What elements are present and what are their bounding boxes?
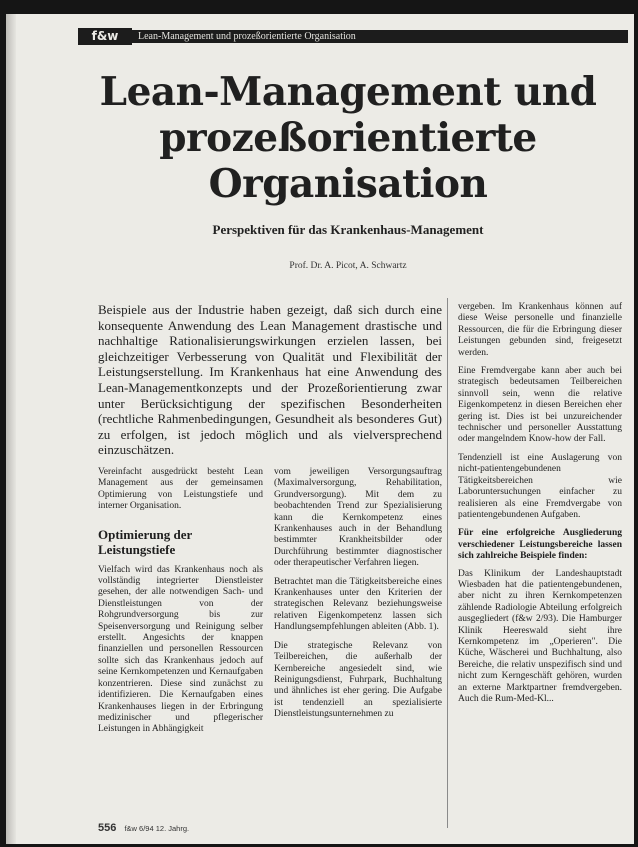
title-line-3: Organisation [208,161,488,207]
article-authors: Prof. Dr. A. Picot, A. Schwartz [289,261,407,271]
article-subtitle: Perspektiven für das Krankenhaus-Management [212,222,484,237]
body-paragraph: vergeben. Im Krankenhaus können auf diese Weise personelle und finanzielle Ressourcen, die für die Erbringung dieser Leistungen gebunden sind, freigesetzt werden. [458,302,622,358]
page-binding-shadow [6,14,16,844]
article-title [78,69,618,207]
body-paragraph: Vielfach wird das Krankenhaus noch als vollständig integrierter Dienstleister gesehen, der alle notwendigen Sach- und Dienstleistungen von der Rohgrundversorgung bis zur Speisenversorgung und Reinigung selber erstellt. Angesichts der knappen finanziellen und personellen Ressourcen sollte sich das Krankenhaus jedoch auf seine Kernkompetenzen und Kernaufgaben konzentrieren. Diese sind zunächst zu identifizieren. Die Kernaufgaben eines Krankenhauses liegen in der Erbringung medizinischer und pflegerischer Leistungen in Abhängigkeit [98,564,263,735]
body-paragraph: vom jeweiligen Versorgungsauftrag (Maximalversorgung, Rehabilitation, Grundversorgung). Mit dem zu beobachtenden Trend zur Spezialisierung kann die Kernkompetenz eines Krankenhauses auch in der Behandlung bestimmter Krankheitsbilder oder Durchführung bestimmter diagnostischer oder therapeutischer Verfahren liegen. [274,467,442,569]
lead-paragraph: Beispiele aus der Industrie haben gezeigt, daß sich durch eine konsequente Anwendung des Lean Management drastische und nachhaltige Rationalisierungswirkungen erzielen lassen, bei gleichzeitiger Verbesserung von Qualität und Flexibilität der Leistungserstellung. Im Krankenhaus hat eine Anwendung des Lean-Managementkonzepts und der Prozeßorientierung zwar unter Berücksichtigung der spezifischen Besonderheiten (rechtliche Rahmenbedingungen, Gesundheit als besonderes Gut) zu erfolgen, ist jedoch möglich und als vielversprechend einzuschätzen. [98,302,442,458]
title-line-1: Lean-Management und [99,69,597,115]
column-divider [447,298,448,828]
running-title: Lean-Management und prozeßorientierte Organisation [138,31,356,42]
lead-column [98,302,442,465]
magazine-page [6,14,634,844]
body-paragraph: Betrachtet man die Tätigkeitsbereiche eines Krankenhauses unter den Kriterien der strategischen Relevanz beziehungsweise relativen Eigenkompetenz lassen sich Handlungsempfehlungen ableiten (Abb. 1). [274,576,442,633]
bold-subheading: Für eine erfolgreiche Ausgliederung verschiedener Leistungsbereiche lassen sich zahlreiche Beispiele finden: [458,528,622,562]
body-paragraph: Eine Fremdvergabe kann aber auch bei strategisch bedeutsamen Teilbereichen sinnvoll sein, wenn die relative Eigenkompetenz in diesen Bereichen eher gering ist. Dies ist bei unzureichender technischer und personeller Ausstattung oder mangelndem Know-how der Fall. [458,366,622,445]
body-column-2 [274,467,442,728]
body-paragraph: Tendenziell ist eine Auslagerung von nicht-patientengebundenen Tätigkeitsbereichen wie Laboruntersuchungen einfacher zu realisieren als eine Fremdvergabe von patientengebundenen Aufgaben. [458,452,622,520]
body-column-1 [98,467,263,743]
body-column-3 [458,302,622,712]
issue-info: f&w 6/94 12. Jahrg. [124,824,190,833]
fw-logo: f&w [78,28,132,45]
page-footer [98,822,189,834]
body-paragraph: Die strategische Relevanz von Teilbereichen, die außerhalb der Kernbereiche angesiedelt sind, wie Reinigungsdienst, Fuhrpark, Buchhaltung und ähnliches ist eher gering. Die Aufgabe ist tendenziell an spezialisierte Dienstleistungsunternehmen zu [274,640,442,720]
body-paragraph: Das Klinikum der Landeshauptstadt Wiesbaden hat die patientengebundenen, aber nicht zu ihren Kernkompetenzen zählende Radiologie Abteilung erfolgreich ausgegliedert (f&w 2/93). Die Hamburger Klinik Heereswald sieht ihre Kernkompetenz im „Operieren". Die Küche, Wäscherei und Buchhaltung, also Bereiche, die relativ unspezifisch sind und nicht zum Kerngeschäft gehören, wurden an externe Marktpartner fremdvergeben. Auch die Rum-Med-Kl... [458,568,622,704]
title-line-2: prozeßorientierte [159,115,537,161]
page-number: 556 [98,822,117,834]
section-heading: Optimierung der Leistungstiefe [98,526,193,557]
body-paragraph: Vereinfacht ausgedrückt besteht Lean Management aus der gemeinsamen Optimierung von Leistungstiefe und interner Organisation. [98,467,263,512]
